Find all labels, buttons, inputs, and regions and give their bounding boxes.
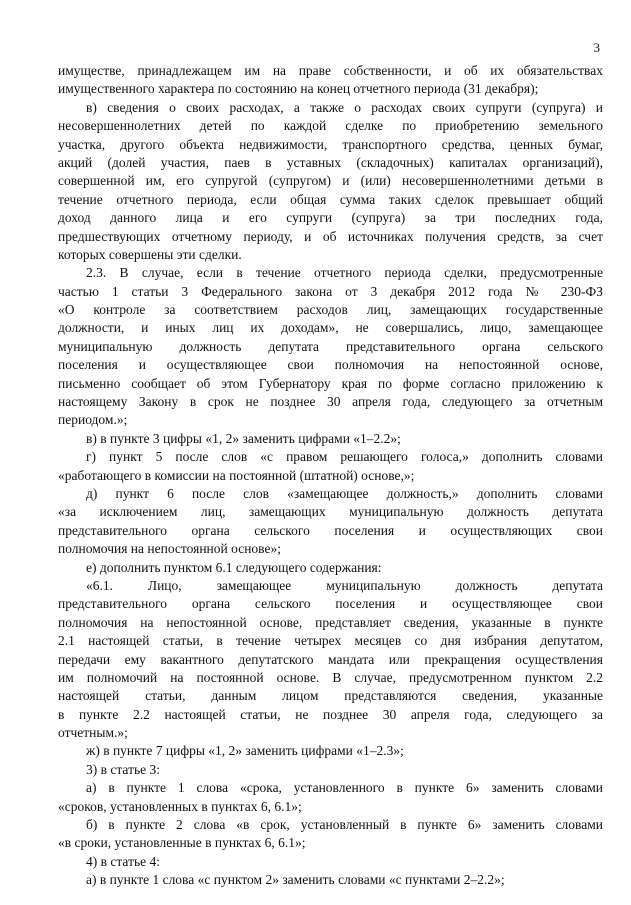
- text-line: частью 1 статьи 3 Федерального закона от 3 декабря 2012 года № 230-ФЗ: [58, 283, 603, 299]
- text-line: настоящей статьи, данным лицом представляются сведения, указанные: [58, 688, 603, 704]
- text-line: «О контроле за соответствием расходов лиц, замещающих государственные: [58, 302, 603, 318]
- text-line: письменно сообщает об этом Губернатору края по форме согласно приложению к: [58, 375, 603, 391]
- text-line: участка, другого объекта недвижимости, транспортного средства, ценных бумаг,: [58, 136, 603, 152]
- text-line: течение отчетного периода, если общая сумма таких сделок превышает общий: [58, 191, 603, 207]
- text-line: поселения и осуществляющее свои полномочия на непостоянной основе,: [58, 357, 603, 373]
- text-line: доход данного лица и его супруги (супруга) за три последних года,: [58, 210, 603, 226]
- text-line: 4) в статье 4:: [86, 853, 160, 869]
- text-line: имуществе, принадлежащем им на праве собственности, и об их обязательствах: [58, 63, 603, 78]
- text-line: г) пункт 5 после слов «с правом решающего голоса,» дополнить словами: [86, 449, 603, 465]
- text-line: должности, и иных лиц их доходам», не совершались, лицо, замещающее: [58, 320, 603, 336]
- body-text: [58, 62, 603, 890]
- text-line: «6.1. Лицо, замещающее муниципальную должность депутата: [86, 577, 603, 593]
- text-line: настоящему Закону в срок не позднее 30 апреля года, следующего за отчетным: [58, 394, 603, 410]
- text-line: муниципальную должность депутата представительного органа сельского: [58, 338, 603, 354]
- text-line: «работающего в комиссии на постоянной (штатной) основе,»;: [58, 467, 415, 483]
- text-line: акций (долей участия, паев в уставных (складочных) капиталах организаций),: [58, 154, 603, 170]
- text-line: б) в пункте 2 слова «в срок, установленный в пункте 6» заменить словами: [86, 817, 603, 833]
- text-line: представительного органа сельского поселения и осуществляющее свои: [58, 596, 603, 612]
- page-number: 3: [593, 40, 600, 55]
- text-line: ж) в пункте 7 цифры «1, 2» заменить цифрами «1–2.3»;: [86, 743, 404, 759]
- text-line: полномочия на непостоянной основе, представляет сведения, указанные в пункте: [58, 614, 603, 630]
- text-line: «в сроки, установленные в пунктах 6, 6.1»;: [58, 835, 306, 851]
- text-line: представительного органа сельского поселения и осуществляющих свои: [58, 522, 603, 538]
- text-line: передачи ему вакантного депутатского мандата или прекращения осуществления: [58, 651, 603, 667]
- text-line: предшествующих отчетному периоду, и об источниках получения средств, за счет: [58, 228, 603, 244]
- text-line: периодом.»;: [58, 412, 128, 428]
- text-line: в) сведения о своих расходах, а также о расходах своих супруги (супруга) и: [86, 99, 603, 115]
- text-line: совершенной им, его супругой (супругом) и (или) несовершеннолетними детьми в: [58, 173, 603, 189]
- text-line: им полномочий на постоянной основе. В случае, предусмотренном пунктом 2.2: [58, 669, 603, 685]
- text-line: 2.3. В случае, если в течение отчетного периода сделки, предусмотренные: [86, 265, 603, 281]
- text-line: «сроков, установленных в пунктах 6, 6.1»;: [58, 798, 302, 814]
- text-line: а) в пункте 1 слова «с пунктом 2» заменить словами «с пунктами 2–2.2»;: [86, 872, 505, 888]
- text-line: отчетным.»;: [58, 725, 128, 741]
- text-line: а) в пункте 1 слова «срока, установленного в пункте 6» заменить словами: [86, 780, 603, 796]
- text-line: 3) в статье 3:: [86, 761, 160, 777]
- text-line: «за исключением лиц, замещающих муниципальную должность депутата: [58, 504, 603, 520]
- text-line: в) в пункте 3 цифры «1, 2» заменить цифрами «1–2.2»;: [86, 430, 401, 446]
- text-line: имущественного характера по состоянию на конец отчетного периода (31 декабря);: [58, 81, 539, 97]
- text-line: полномочия на непостоянной основе»;: [58, 541, 281, 557]
- text-line: которых совершены эти сделки.: [58, 246, 242, 262]
- text-line: е) дополнить пунктом 6.1 следующего содержания:: [86, 559, 382, 575]
- text-line: 2.1 настоящей статьи, в течение четырех месяцев со дня избрания депутатом,: [58, 633, 603, 649]
- text-line: д) пункт 6 после слов «замещающее должность,» дополнить словами: [86, 485, 603, 501]
- text-line: в пункте 2.2 настоящей статьи, не позднее 30 апреля года, следующего за: [58, 706, 603, 722]
- text-line: несовершеннолетних детей по каждой сделке по приобретению земельного: [58, 118, 603, 134]
